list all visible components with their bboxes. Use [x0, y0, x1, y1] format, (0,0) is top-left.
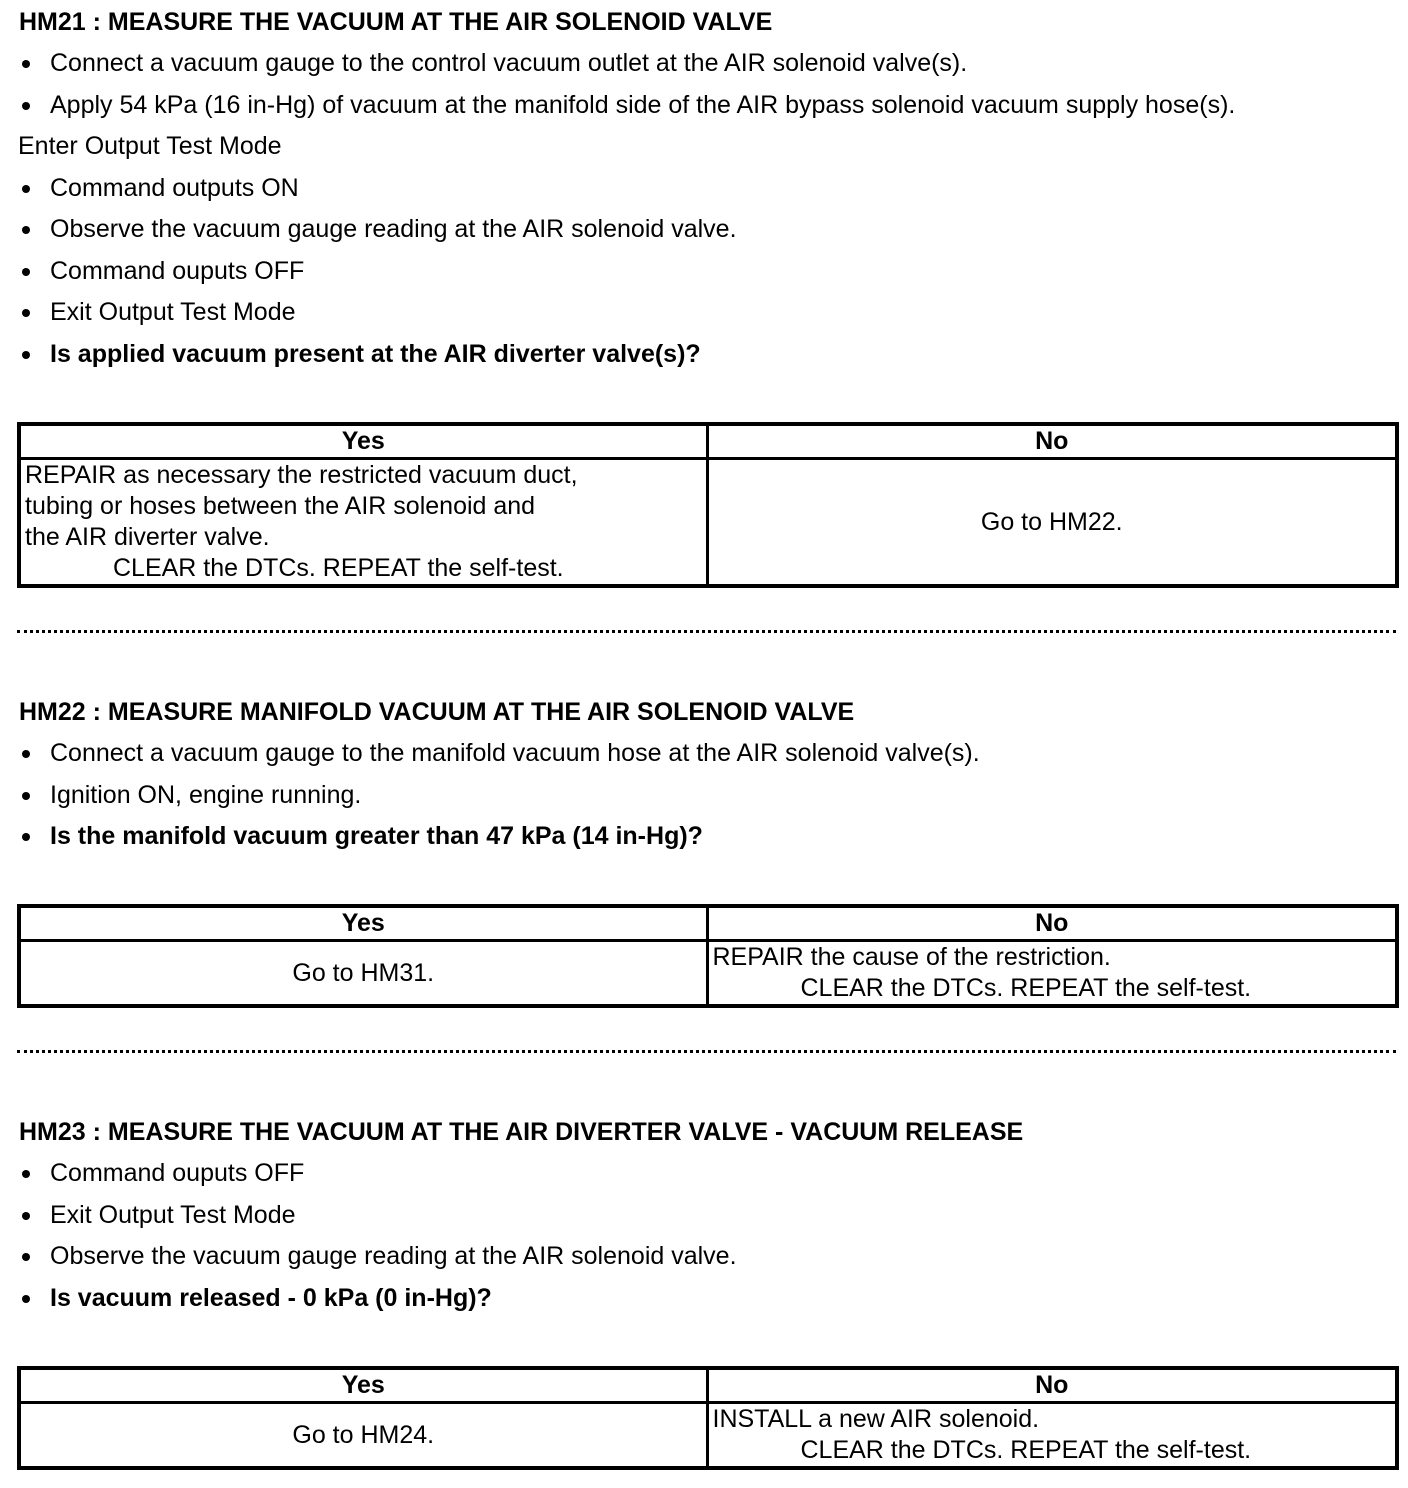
section-hm22: [18, 692, 1396, 858]
step-item: Apply 54 kPa (16 in-Hg) of vacuum at the manifold side of the AIR bypass solenoid vacuum supply hose(s).: [18, 85, 1396, 127]
section-heading: HM23 : MEASURE THE VACUUM AT THE AIR DIVERTER VALVE - VACUUM RELEASE: [19, 1118, 1024, 1146]
no-line: INSTALL a new AIR solenoid.: [712, 1405, 1040, 1433]
yes-line: REPAIR as necessary the restricted vacuum duct,: [25, 461, 578, 489]
no-header: No: [707, 424, 1397, 459]
no-line: CLEAR the DTCs. REPEAT the self-test.: [800, 1436, 1252, 1464]
no-line: CLEAR the DTCs. REPEAT the self-test.: [800, 974, 1252, 1002]
step-item: Command ouputs OFF: [18, 251, 1396, 293]
section-divider: [17, 1050, 1396, 1053]
no-line: REPAIR the cause of the restriction.: [712, 943, 1111, 971]
section-hm23: [18, 1112, 1396, 1319]
no-cell: Go to HM22.: [707, 459, 1397, 587]
step-item: Command outputs ON: [18, 168, 1396, 210]
section-heading: HM21 : MEASURE THE VACUUM AT THE AIR SOLENOID VALVE: [19, 8, 773, 36]
yes-line: the AIR diverter valve.: [25, 523, 270, 551]
yes-header: Yes: [19, 424, 707, 459]
result-table-hm22: [17, 904, 1399, 1008]
step-question: Is vacuum released - 0 kPa (0 in-Hg)?: [18, 1278, 1396, 1320]
step-item: Connect a vacuum gauge to the manifold vacuum hose at the AIR solenoid valve(s).: [18, 733, 1396, 775]
step-item: Ignition ON, engine running.: [18, 775, 1396, 817]
step-label: Enter Output Test Mode: [18, 132, 282, 160]
step-item: Exit Output Test Mode: [18, 1195, 1396, 1237]
step-item: Observe the vacuum gauge reading at the AIR solenoid valve.: [18, 209, 1396, 251]
section-hm21: [18, 2, 1396, 375]
result-table-hm23: [17, 1366, 1399, 1470]
yes-cell: Go to HM31.: [19, 941, 707, 1007]
section-heading: HM22 : MEASURE MANIFOLD VACUUM AT THE AIR SOLENOID VALVE: [19, 698, 855, 726]
step-item: Observe the vacuum gauge reading at the AIR solenoid valve.: [18, 1236, 1396, 1278]
step-item: Command ouputs OFF: [18, 1153, 1396, 1195]
no-cell: [707, 941, 1397, 1007]
yes-cell: Go to HM24.: [19, 1403, 707, 1469]
yes-line: CLEAR the DTCs. REPEAT the self-test.: [113, 554, 564, 582]
step-item: Exit Output Test Mode: [18, 292, 1396, 334]
yes-cell: [19, 459, 707, 587]
step-question: Is applied vacuum present at the AIR diverter valve(s)?: [18, 334, 1396, 376]
result-table-hm21: [17, 422, 1399, 588]
step-item: Connect a vacuum gauge to the control vacuum outlet at the AIR solenoid valve(s).: [18, 43, 1396, 85]
yes-header: Yes: [19, 906, 707, 941]
step-question: Is the manifold vacuum greater than 47 kPa (14 in-Hg)?: [18, 816, 1396, 858]
yes-line: tubing or hoses between the AIR solenoid and: [25, 492, 536, 520]
yes-header: Yes: [19, 1368, 707, 1403]
no-header: No: [707, 906, 1397, 941]
no-header: No: [707, 1368, 1397, 1403]
no-cell: [707, 1403, 1397, 1469]
section-divider: [17, 630, 1396, 633]
